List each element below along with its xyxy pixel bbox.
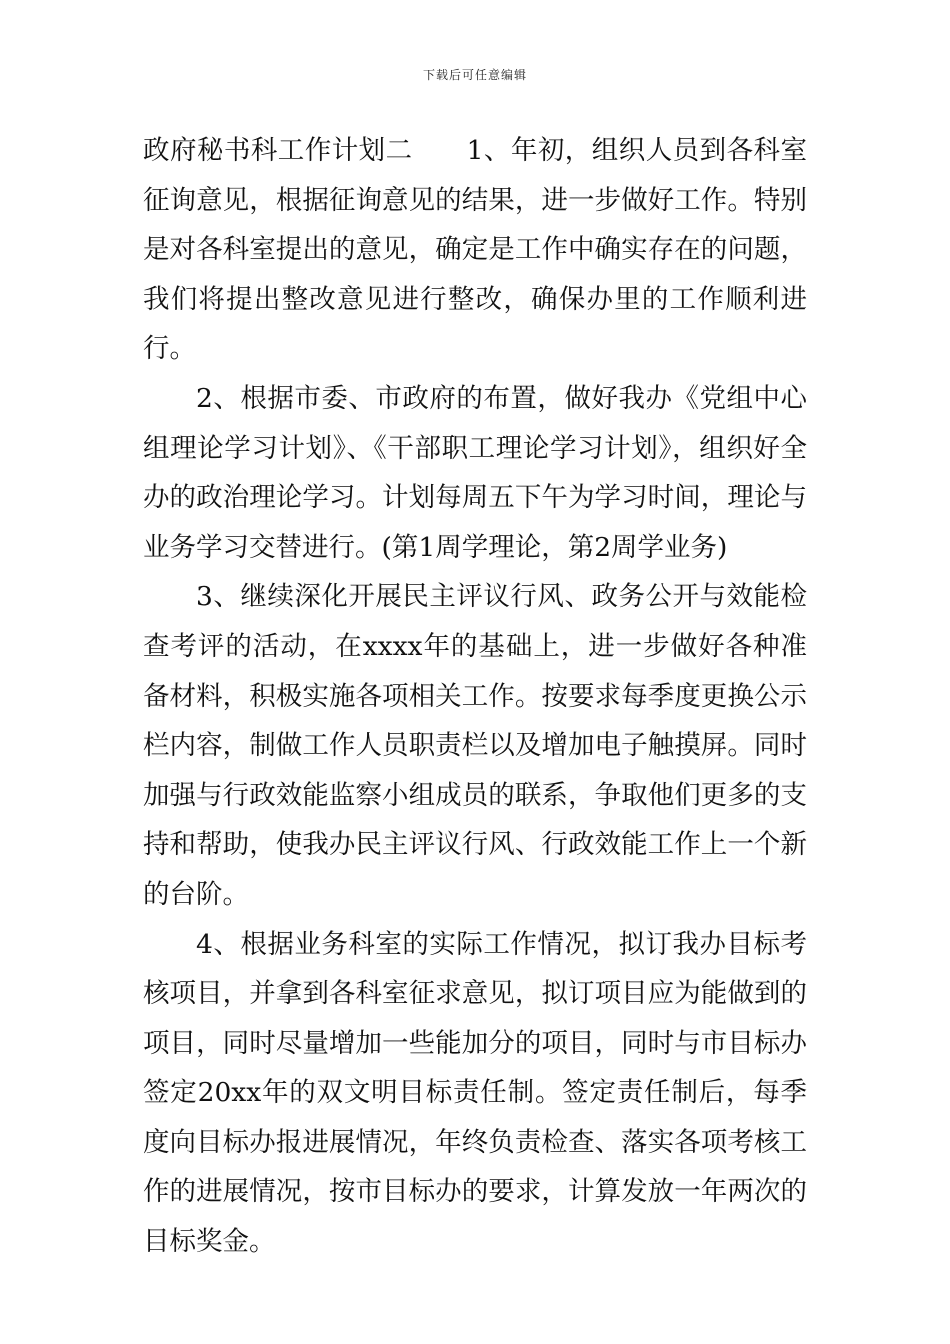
document-title: 政府秘书科工作计划二 bbox=[143, 135, 413, 166]
paragraph-2: 2、根据市委、市政府的布置，做好我办《党组中心组理论学习计划》、《干部职工理论学习计划》，组织好全办的政治理论学习。计划每周五下午为学习时间，理论与业务学习交替进行。(第1周学理论，第2周学业务) bbox=[143, 382, 807, 563]
paragraph-1-text: 1、年初，组织人员到各科室征询意见，根据征询意见的结果，进一步做好工作。特别是对各科室提出的意见，确定是工作中确实存在的问题，我们将提出整改意见进行整改，确保办里的工作顺利进行。 bbox=[143, 135, 807, 365]
paragraph-1 bbox=[143, 126, 807, 374]
paragraph-3: 3、继续深化开展民主评议行风、政务公开与效能检查考评的活动，在xxxx年的基础上，进一步做好各种准备材料，积极实施各项相关工作。按要求每季度更换公示栏内容，制做工作人员职责栏以及增加电子触摸屏。同时加强与行政效能监察小组成员的联系，争取他们更多的支持和帮助，使我办民主评议行风、行政效能工作上一个新的台阶。 bbox=[143, 581, 807, 910]
page-header: 下载后可任意编辑 bbox=[422, 68, 527, 82]
paragraph-4: 4、根据业务科室的实际工作情况，拟订我办目标考核项目，并拿到各科室征求意见，拟订项目应为能做到的项目，同时尽量增加一些能加分的项目，同时与市目标办签定20xx年的双文明目标责任制。签定责任制后，每季度向目标办报进展情况，年终负责检查、落实各项考核工作的进展情况，按市目标办的要求，计算发放一年两次的目标奖金。 bbox=[143, 928, 807, 1258]
document-body bbox=[143, 126, 807, 1267]
